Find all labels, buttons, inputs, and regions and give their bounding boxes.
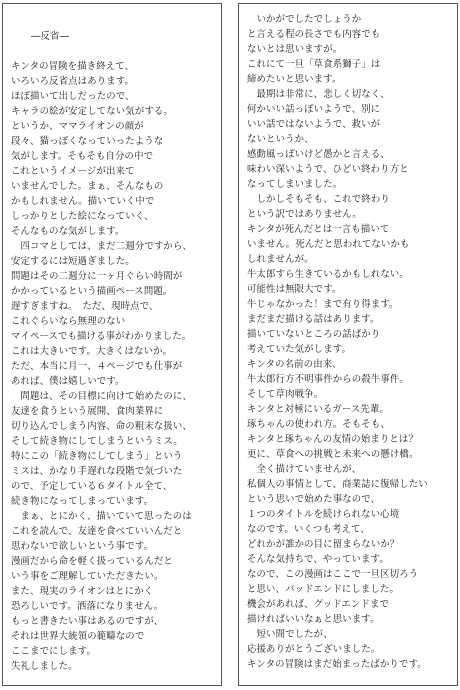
text-line: 締めたいと思います。 [247, 74, 342, 85]
text-line: なってしまいました。 [247, 179, 343, 190]
text-line: そして続き物にしてしまうというミス。 [11, 436, 183, 447]
text-line: というか、ママライオンの顔が [11, 121, 144, 132]
text-line: 全く描けていませんが、 [247, 464, 362, 475]
text-line: 応援ありがとうございました。 [247, 644, 381, 655]
right-text-panel [238, 3, 458, 686]
text-line: 失礼しました。 [11, 661, 78, 672]
text-line: キンタと琢ちゃんの友情の始まりとは？ [247, 434, 418, 445]
text-line: 四コマとしては、まだ二週分ですから、 [11, 241, 192, 252]
text-line: 友達を食うという展開、食肉業界に [11, 406, 164, 417]
text-line: 私個人の事情として、商業誌に復帰したい [247, 479, 428, 490]
text-line: 牛太郎すら生きているかもしれない。 [247, 269, 409, 280]
text-line: また、現実のライオンはとにかく [11, 586, 154, 597]
text-line: 考えていた気がします。 [247, 344, 352, 355]
text-line: 恐ろしいです。洒落になりません。 [11, 601, 164, 612]
text-line: そして草肉戦争。 [247, 389, 324, 400]
text-line: 味わい深いようで、ひどい終わり方と [247, 164, 409, 175]
text-line: 短い間でしたが、 [247, 629, 333, 640]
text-line: ここまでにします。 [11, 646, 96, 657]
text-line: 何かいい話っぽいようで、別に [247, 104, 381, 115]
text-line: そんなものな気がします。 [11, 226, 125, 237]
text-line: マイペースでも描ける事がわかりました。 [11, 331, 192, 342]
text-line: ただ、本当に月一、４ページでも仕事が [11, 361, 183, 372]
text-line: いません。死んだと思われてないかも [247, 239, 410, 250]
text-line: しっかりとした絵になっていく、 [11, 211, 154, 222]
text-line: ので、予定している６タイトル全て、 [11, 481, 173, 492]
text-line: かもしれません。描いていく中で [11, 196, 155, 207]
text-line: なのです。いくつも考えて、 [247, 524, 370, 535]
text-line: そんな気持ちで、やっています。 [247, 554, 389, 565]
text-line: まだまだ描ける話はあります。 [247, 314, 380, 325]
text-line: 漫画だから命を軽く扱っているんだと [11, 556, 173, 567]
text-line: 段々、猫っぽくなっていったような [11, 136, 164, 147]
text-line: あれば、僕は嬉しいです。 [11, 376, 125, 387]
text-line: 更に、草食への挑戦と未来への懸け橋。 [247, 449, 419, 460]
text-line: もっと書きたい事はあるのですが、 [11, 616, 164, 627]
text-line: これというイメージが出来て [11, 166, 135, 177]
text-line: ほぼ描いて出しだったので、 [11, 91, 135, 102]
text-line: これぐらいなら無理のない [11, 316, 126, 327]
text-line: １つのタイトルを続けられない心境 [247, 509, 400, 520]
text-line: 牛じゃなかった！まで有り得ます。 [247, 299, 399, 310]
text-line: 特にこの「続き物にしてしまう」という [11, 451, 183, 462]
text-line: ミスは、かなり手遅れな段階で気づいた [11, 466, 183, 477]
text-line: いろいろ反省点はあります。 [11, 76, 135, 87]
text-line: 遅すぎますね。 ただ、現時点で、 [11, 301, 159, 312]
text-line [11, 44, 217, 59]
text-line: しかしそもそも、これで終わり [247, 194, 390, 205]
text-line: まぁ、とにかく、描いていて思ったのは [11, 511, 192, 522]
text-line: 続き物になってしまっています。 [11, 496, 154, 507]
text-line: という思いで始めた事なので、 [247, 494, 381, 505]
text-line: それは世界大統領の範疇なので [11, 631, 145, 642]
text-line: なので、この漫画はここで一旦区切ろう [247, 569, 419, 580]
text-line: と思い、バッドエンドにしました。 [247, 584, 400, 595]
text-line: かかっているという描画ペース問題。 [11, 286, 173, 297]
text-line: ないとは思いますが。 [247, 44, 343, 55]
text-line: 問題は、その目標に向けて始めたのに、 [11, 391, 192, 402]
text-line: これにて一旦「草食系獅子」は [247, 59, 381, 70]
text-line: という訳ではありません。 [247, 209, 362, 220]
section-title: ―反省― [31, 31, 70, 42]
text-line: キンタと対極にいるガース先輩。 [247, 404, 389, 415]
text-line: いい話ではないようで、救いが [247, 119, 381, 130]
text-line: どれかが誰かの目に留まらないか？ [247, 539, 400, 550]
text-line: と言える程の長さでも内容でも [247, 29, 381, 40]
text-line: しれませんが。 [247, 254, 314, 265]
text-line: これを読んで、友達を食べていいんだと [11, 526, 183, 537]
text-line: 琢ちゃんの使われ方。そもそも、 [247, 419, 390, 430]
text-line: 描いていないところの話ばかり [247, 329, 381, 340]
text-line: 可能性は無限大です。 [247, 284, 342, 295]
text-line: キンタが死んだとは一言も描いて [247, 224, 390, 235]
text-line: いかがでしたでしょうか [247, 14, 362, 25]
text-line: キンタの冒険を描き終えて、 [11, 61, 135, 72]
left-text-panel [2, 3, 222, 686]
text-line: 問題はその二週分に一ヶ月ぐらい時間が [11, 271, 183, 282]
text-line: いう事をご理解していただきたい。 [11, 571, 164, 582]
text-line: 気がします。そもそも自分の中で [11, 151, 154, 162]
text-line: 感動風っぽいけど愚かと言える、 [247, 149, 390, 160]
text-line: これは大きいです。大きくはないか。 [11, 346, 173, 357]
text-line: ないというか、 [247, 134, 314, 145]
text-line: 思わないで欲しいという事です。 [11, 541, 154, 552]
text-line: 安定するには短過ぎました。 [11, 256, 135, 267]
text-line: 最期は非常に、悲しく切なく、 [247, 89, 390, 100]
text-line: 切り込んでしまう内容、命の粗末な扱い、 [11, 421, 192, 432]
text-line: いませんでした。まぁ、そんなもの [11, 181, 164, 192]
right-text-body [247, 12, 453, 672]
text-line: 機会があれば、グッドエンドまで [247, 599, 390, 610]
left-text-body [11, 29, 217, 674]
text-line: 牛太郎行方不明事件からの殺牛事件。 [247, 374, 409, 385]
text-line: キャラの絵が安定してない気がする。 [11, 106, 173, 117]
text-line: キンタの冒険はまだ始まったばかりです。 [247, 659, 427, 670]
text-line: キンタの名前の由来、 [247, 359, 342, 370]
text-line: 描ければいいなぁと思います。 [247, 614, 380, 625]
